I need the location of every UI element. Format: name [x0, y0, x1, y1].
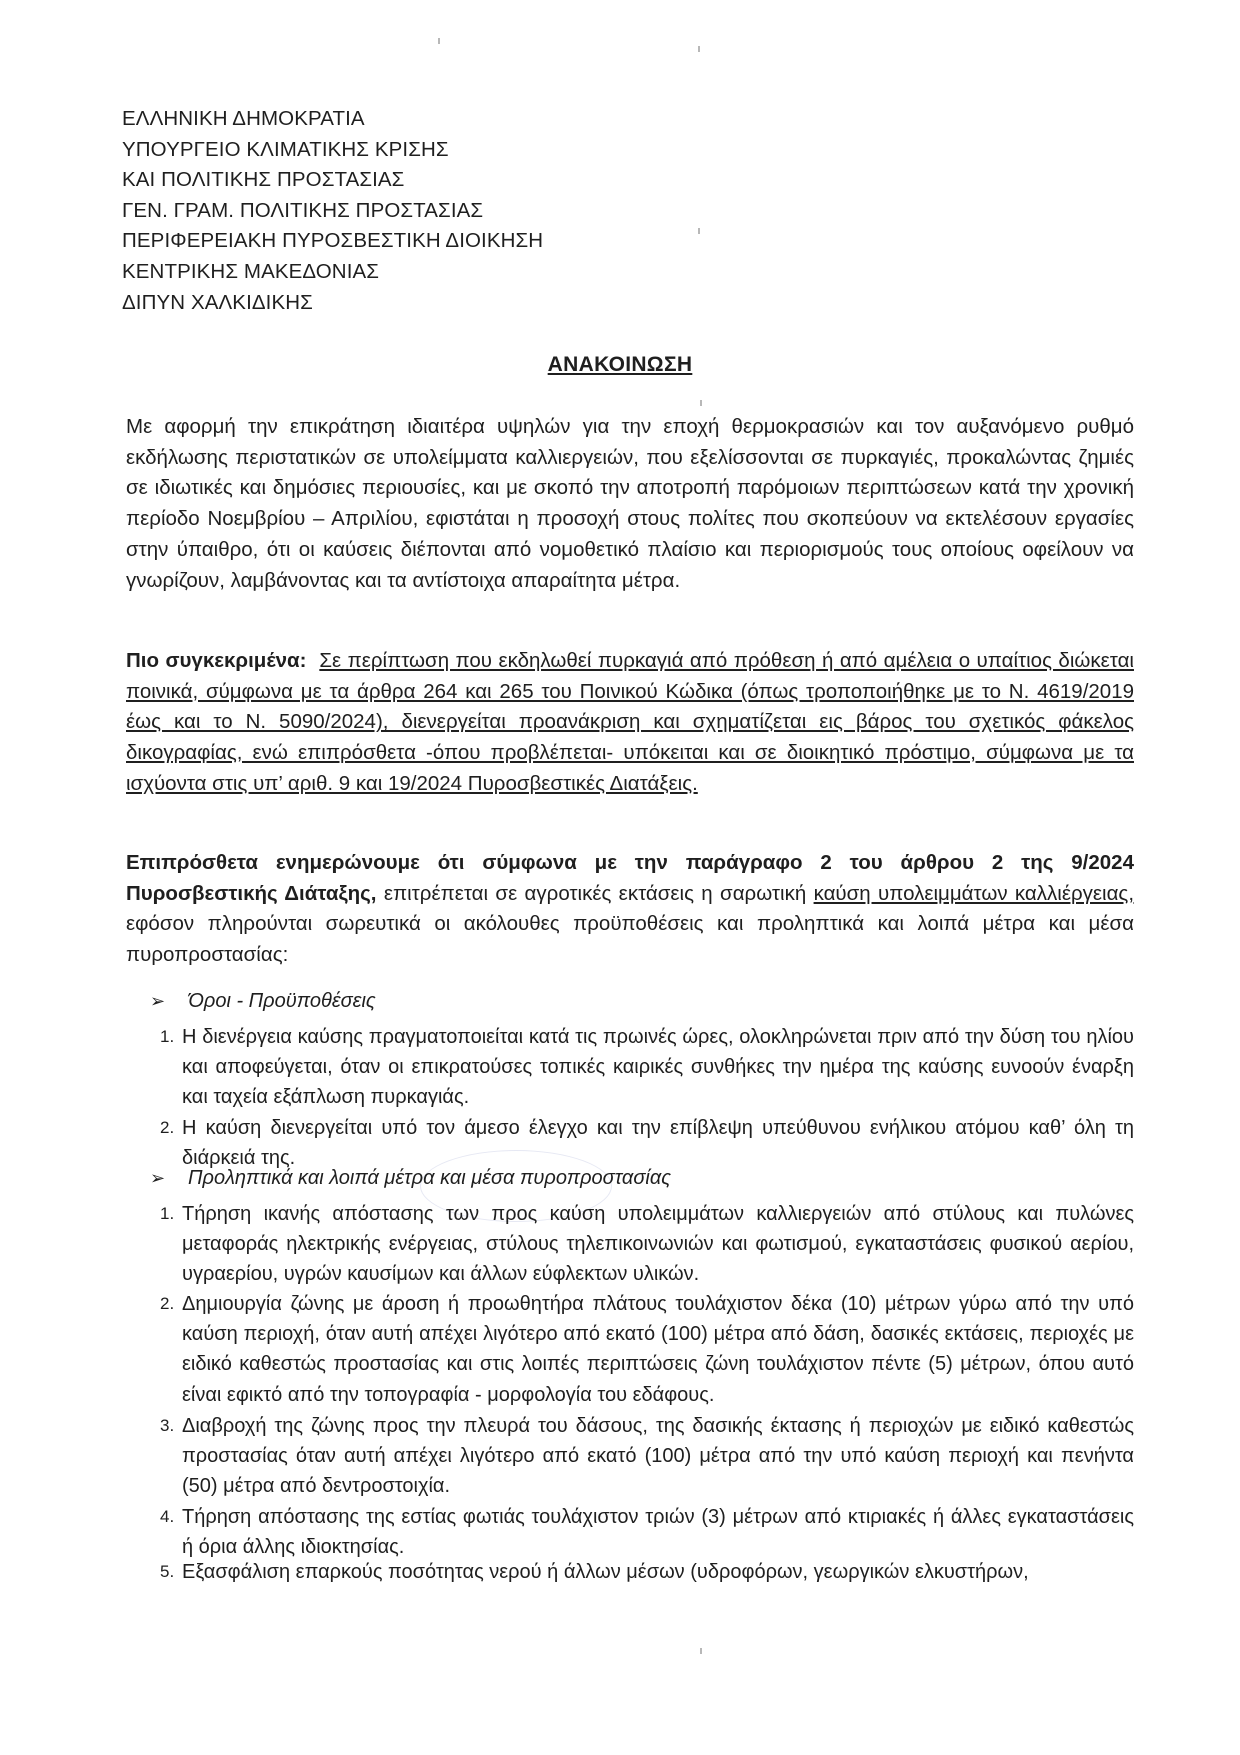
intro-paragraph: Με αφορμή την επικράτηση ιδιαιτέρα υψηλών για την εποχή θερμοκρασιών και τον αυξανόμενο ρυθμό εκδήλωσης περιστατικών σε υπολείμματα καλλιεργειών, που εξελίσσονται σε πυρκαγιές, προκαλώντας ζημιές σε ιδιωτικές και δημόσιες περιουσίες, και με σκοπό την αποτροπή παρόμοιων περιπτώσεων κατά την χρονική περίοδο Νοεμβρίου – Απριλίου, εφιστάται η προσοχή στους πολίτες που σκοπεύουν να εκτελέσουν εργασίες στην ύπαιθρο, ότι οι καύσεις διέπονται από νομοθετικό πλαίσιο και περιορισμούς τους οποίους οφείλουν να γνωρίζουν, λαμβάνοντας και τα αντίστοιχα απαραίτητα μέτρα.: [126, 415, 1134, 592]
header-line: ΔΙΠΥΝ ΧΑΛΚΙΔΙΚΗΣ: [122, 290, 313, 314]
specific-paragraph: [126, 646, 1134, 800]
specific-text: Σε περίπτωση που εκδηλωθεί πυρκαγιά από πρόθεση ή από αμέλεια ο υπαίτιος διώκεται ποινικά, σύμφωνα με τα άρθρα 264 και 265 του Ποινικού Κώδικα (όπως τροποποιήθηκε με το Ν. 4619/2019 έως και το Ν. 5090/2024), διενεργείται προανάκριση και σχηματίζεται εις βάρος του σχετικός φάκελος δικογραφίας, ενώ επιπρόσθετα -όπου προβλέπεται- υπόκειται και σε διοικητικό πρόστιμο, σύμφωνα με τα ισχύοντα στις υπ’ αριθ. 9 και 19/2024 Πυροσβεστικές Διατάξεις.: [126, 649, 1134, 795]
measure-item: [160, 1557, 1134, 1587]
measure-item: [160, 1289, 1134, 1410]
item-text: Εξασφάλιση επαρκούς ποσότητας νερού ή άλλων μέσων (υδροφόρων, γεωργικών ελκυστήρων,: [182, 1561, 1029, 1583]
measure-item: [160, 1502, 1134, 1562]
scan-speck: [700, 400, 702, 406]
arrow-bullet-icon: ➢: [150, 1168, 166, 1188]
item-text: Διαβροχή της ζώνης προς την πλευρά του δάσους, της δασικής έκτασης ή περιοχών με ειδικό καθεστώς προστασίας όταν αυτή απέχει λιγότερο από εκατό (100) μέτρα από την υπό καύση περιοχή και πενήντα (50) μέτρα από δεντροστοιχία.: [182, 1415, 1134, 1498]
header-line: ΚΕΝΤΡΙΚΗΣ ΜΑΚΕΔΟΝΙΑΣ: [122, 259, 380, 283]
header-line: ΚΑΙ ΠΟΛΙΤΙΚΗΣ ΠΡΟΣΤΑΣΙΑΣ: [122, 168, 405, 192]
item-text: Τήρηση ικανής απόστασης των προς καύση υπολειμμάτων καλλιεργειών από στύλους και πυλώνες μεταφοράς ηλεκτρικής ενέργειας, στύλους τηλεπικοινωνιών και φωτισμού, εγκαταστάσεις φυσικού αερίου, υγραερίου, υγρών καυσίμων και άλλων εύφλεκτων υλικών.: [182, 1203, 1134, 1286]
header-line: ΓΕΝ. ΓΡΑΜ. ΠΟΛΙΤΙΚΗΣ ΠΡΟΣΤΑΣΙΑΣ: [122, 198, 484, 222]
scan-speck: [698, 46, 700, 52]
header-line: ΠΕΡΙΦΕΡΕΙΑΚΗ ΠΥΡΟΣΒΕΣΤΙΚΗ ΔΙΟΙΚΗΣΗ: [122, 229, 544, 253]
item-number: 1.: [160, 1204, 175, 1223]
additional-bold: Επιπρόσθετα ενημερώνουμε ότι σύμφωνα με την παράγραφο 2 του άρθρου 2 της 9/2024 Πυροσβεστικής Διάταξης,: [126, 851, 1134, 905]
item-number: 2.: [160, 1294, 175, 1313]
scan-speck: [438, 38, 440, 44]
arrow-bullet-icon: ➢: [150, 991, 166, 1011]
scan-speck: [698, 228, 700, 234]
measures-heading: [150, 1167, 671, 1190]
measures-heading-text: Προληπτικά και λοιπά μέτρα και μέσα πυροπροστασίας: [188, 1167, 671, 1189]
header-line: ΕΛΛΗΝΙΚΗ ΔΗΜΟΚΡΑΤΙΑ: [122, 107, 365, 130]
item-text: Η διενέργεια καύσης πραγματοποιείται κατά τις πρωινές ώρες, ολοκληρώνεται πριν από την δύση του ηλίου και αποφεύγεται, όταν οι επικρατούσες τοπικές καιρικές συνθήκες την ημέρα της καύσης ευνοούν έναρξη και ταχεία εξάπλωση πυρκαγιάς.: [182, 1026, 1134, 1109]
item-text: Τήρηση απόστασης της εστίας φωτιάς τουλάχιστον τριών (3) μέτρων από κτιριακές ή άλλες εγκαταστάσεις ή όρια άλλης ιδιοκτησίας.: [182, 1506, 1134, 1559]
specific-lead: Πιο συγκεκριμένα:: [126, 649, 307, 672]
item-number: 2.: [160, 1118, 175, 1137]
scan-speck: [700, 1648, 702, 1654]
item-number: 4.: [160, 1507, 175, 1526]
condition-item: [160, 1113, 1134, 1173]
additional-underlined: καύση υπολειμμάτων καλλιέργειας,: [813, 881, 1135, 905]
item-text: Η καύση διενεργείται υπό τον άμεσο έλεγχο και την επίβλεψη υπεύθυνου ενήλικου ατόμου καθ’ όλη τη διάρκειά της.: [182, 1117, 1134, 1170]
document-title: ΑΝΑΚΟΙΝΩΣΗ: [547, 353, 693, 376]
header-line: ΥΠΟΥΡΓΕΙΟ ΚΛΙΜΑΤΙΚΗΣ ΚΡΙΣΗΣ: [122, 137, 449, 161]
additional-text-a: επιτρέπεται σε αγροτικές εκτάσεις η σαρωτική: [376, 881, 814, 905]
additional-paragraph: [126, 848, 1134, 971]
item-number: 3.: [160, 1416, 175, 1435]
item-number: 5.: [160, 1562, 175, 1581]
item-number: 1.: [160, 1027, 175, 1046]
condition-item: [160, 1022, 1134, 1113]
measure-item: [160, 1199, 1134, 1290]
conditions-heading: [150, 990, 376, 1013]
issuer-header: [122, 104, 543, 318]
measure-item: [160, 1411, 1134, 1502]
conditions-heading-text: Όροι - Προϋποθέσεις: [188, 990, 376, 1012]
item-text: Δημιουργία ζώνης με άροση ή προωθητήρα πλάτους τουλάχιστον δέκα (10) μέτρων γύρω από την υπό καύση περιοχή, όταν αυτή απέχει λιγότερο από εκατό (100) μέτρα από δάση, δασικές εκτάσεις, περιοχές με ειδικό καθεστώς προστασίας και στις λοιπές περιπτώσεις ζώνη τουλάχιστον πέντε (5) μέτρων, όπου αυτό είναι εφικτό από την τοπογραφία - μορφολογία του εδάφους.: [182, 1293, 1134, 1406]
additional-text-b: εφόσον πληρούνται σωρευτικά οι ακόλουθες προϋποθέσεις και προληπτικά και λοιπά μέτρα και μέσα πυροπροστασίας:: [126, 912, 1134, 967]
